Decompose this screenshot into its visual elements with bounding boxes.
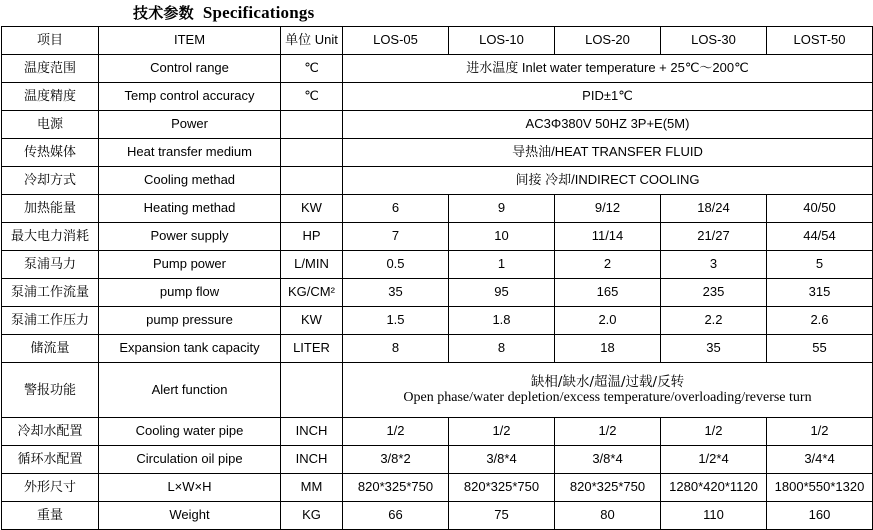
row-label-en: Circulation oil pipe [99, 446, 281, 474]
table-row [2, 335, 873, 363]
header-model-1: LOS-05 [343, 27, 449, 55]
row-label-en: Weight [99, 502, 281, 530]
page-title-cn: 技术参数 [133, 4, 194, 22]
row-value: 110 [661, 502, 767, 530]
row-span-value: AC3Φ380V 50HZ 3P+E(5M) [343, 111, 873, 139]
row-value: 9 [449, 195, 555, 223]
row-value: 35 [343, 279, 449, 307]
row-unit: ℃ [281, 83, 343, 111]
row-label-en: Expansion tank capacity [99, 335, 281, 363]
row-unit: KW [281, 195, 343, 223]
row-value: 2.2 [661, 307, 767, 335]
row-unit: LITER [281, 335, 343, 363]
row-value: 18 [555, 335, 661, 363]
row-value: 1 [449, 251, 555, 279]
page-title [0, 0, 873, 26]
row-value: 1/2*4 [661, 446, 767, 474]
table-row [2, 307, 873, 335]
header-model-4: LOS-30 [661, 27, 767, 55]
table-row [2, 418, 873, 446]
row-label-cn: 加热能量 [2, 195, 99, 223]
row-value: 820*325*750 [449, 474, 555, 502]
row-unit: L/MIN [281, 251, 343, 279]
table-row [2, 279, 873, 307]
row-value: 55 [767, 335, 873, 363]
row-unit [281, 111, 343, 139]
row-label-cn: 传热媒体 [2, 139, 99, 167]
row-label-cn: 泵浦工作压力 [2, 307, 99, 335]
row-label-en: Cooling methad [99, 167, 281, 195]
row-value: 3/8*4 [555, 446, 661, 474]
row-value: 165 [555, 279, 661, 307]
row-label-cn: 最大电力消耗 [2, 223, 99, 251]
row-span-value: PID±1℃ [343, 83, 873, 111]
header-model-3: LOS-20 [555, 27, 661, 55]
row-unit: KG [281, 502, 343, 530]
table-row [2, 474, 873, 502]
row-label-cn: 警报功能 [2, 363, 99, 418]
row-label-cn: 冷却水配置 [2, 418, 99, 446]
row-value: 10 [449, 223, 555, 251]
row-label-cn: 重量 [2, 502, 99, 530]
row-label-cn: 外形尺寸 [2, 474, 99, 502]
row-label-en: Pump power [99, 251, 281, 279]
row-span-value: 进水温度 Inlet water temperature + 25℃～200℃ [343, 55, 873, 83]
row-label-en: pump flow [99, 279, 281, 307]
row-value: 3/8*2 [343, 446, 449, 474]
row-label-en: Temp control accuracy [99, 83, 281, 111]
row-label-cn: 温度范围 [2, 55, 99, 83]
specifications-table [1, 26, 873, 530]
row-span-value: 间接 冷却/INDIRECT COOLING [343, 167, 873, 195]
row-unit: INCH [281, 418, 343, 446]
row-unit: KG/CM² [281, 279, 343, 307]
alert-line-en: Open phase/water depletion/excess temperature/overloading/reverse turn [403, 389, 812, 405]
row-value: 0.5 [343, 251, 449, 279]
row-label-en: Alert function [99, 363, 281, 418]
row-value: 95 [449, 279, 555, 307]
row-value: 18/24 [661, 195, 767, 223]
row-value: 40/50 [767, 195, 873, 223]
row-label-en: Power supply [99, 223, 281, 251]
row-unit: INCH [281, 446, 343, 474]
alert-line-cn: 缺相/缺水/超温/过载/反转 [530, 373, 685, 390]
row-value: 3/8*4 [449, 446, 555, 474]
table-row [2, 195, 873, 223]
row-label-cn: 电源 [2, 111, 99, 139]
table-row [2, 223, 873, 251]
row-unit: ℃ [281, 55, 343, 83]
row-label-en: Heating methad [99, 195, 281, 223]
row-value: 2.6 [767, 307, 873, 335]
row-value: 1800*550*1320 [767, 474, 873, 502]
row-span-value: 导热油/HEAT TRANSFER FLUID [343, 139, 873, 167]
row-value: 7 [343, 223, 449, 251]
row-value: 8 [449, 335, 555, 363]
row-value: 235 [661, 279, 767, 307]
row-unit: MM [281, 474, 343, 502]
row-unit: KW [281, 307, 343, 335]
table-row [2, 55, 873, 83]
row-value: 1/2 [449, 418, 555, 446]
table-row [2, 111, 873, 139]
row-label-cn: 循环水配置 [2, 446, 99, 474]
row-value: 6 [343, 195, 449, 223]
row-value: 1/2 [767, 418, 873, 446]
table-header-row [2, 27, 873, 55]
row-label-cn: 泵浦工作流量 [2, 279, 99, 307]
row-value: 1.5 [343, 307, 449, 335]
table-row [2, 446, 873, 474]
table-row [2, 502, 873, 530]
row-label-cn: 储流量 [2, 335, 99, 363]
row-label-en: Power [99, 111, 281, 139]
row-unit [281, 167, 343, 195]
row-value: 66 [343, 502, 449, 530]
row-value: 44/54 [767, 223, 873, 251]
row-value: 35 [661, 335, 767, 363]
row-value: 820*325*750 [555, 474, 661, 502]
table-row [2, 167, 873, 195]
row-label-cn: 冷却方式 [2, 167, 99, 195]
header-unit: 单位 Unit [281, 27, 343, 55]
table-row [2, 251, 873, 279]
row-value: 5 [767, 251, 873, 279]
row-value: 21/27 [661, 223, 767, 251]
row-value: 8 [343, 335, 449, 363]
row-unit: HP [281, 223, 343, 251]
row-value: 315 [767, 279, 873, 307]
row-value: 1/2 [661, 418, 767, 446]
header-model-5: LOST-50 [767, 27, 873, 55]
row-value: 75 [449, 502, 555, 530]
row-label-en: L×W×H [99, 474, 281, 502]
row-value: 2 [555, 251, 661, 279]
table-row [2, 139, 873, 167]
row-value: 820*325*750 [343, 474, 449, 502]
row-value: 11/14 [555, 223, 661, 251]
row-value: 1/2 [343, 418, 449, 446]
row-unit [281, 139, 343, 167]
row-label-cn: 泵浦马力 [2, 251, 99, 279]
header-item-cn: 项目 [2, 27, 99, 55]
row-label-cn: 温度精度 [2, 83, 99, 111]
row-value: 1/2 [555, 418, 661, 446]
page-title-en: Specificationgs [202, 3, 315, 22]
row-value: 3/4*4 [767, 446, 873, 474]
row-unit [281, 363, 343, 418]
row-value: 2.0 [555, 307, 661, 335]
row-value: 80 [555, 502, 661, 530]
row-span-value-alerts [343, 363, 873, 418]
row-label-en: Control range [99, 55, 281, 83]
table-row [2, 83, 873, 111]
header-item-en: ITEM [99, 27, 281, 55]
row-value: 160 [767, 502, 873, 530]
table-row [2, 363, 873, 418]
row-value: 1.8 [449, 307, 555, 335]
row-value: 9/12 [555, 195, 661, 223]
row-label-en: Heat transfer medium [99, 139, 281, 167]
header-model-2: LOS-10 [449, 27, 555, 55]
row-label-en: pump pressure [99, 307, 281, 335]
row-value: 1280*420*1120 [661, 474, 767, 502]
row-value: 3 [661, 251, 767, 279]
row-label-en: Cooling water pipe [99, 418, 281, 446]
